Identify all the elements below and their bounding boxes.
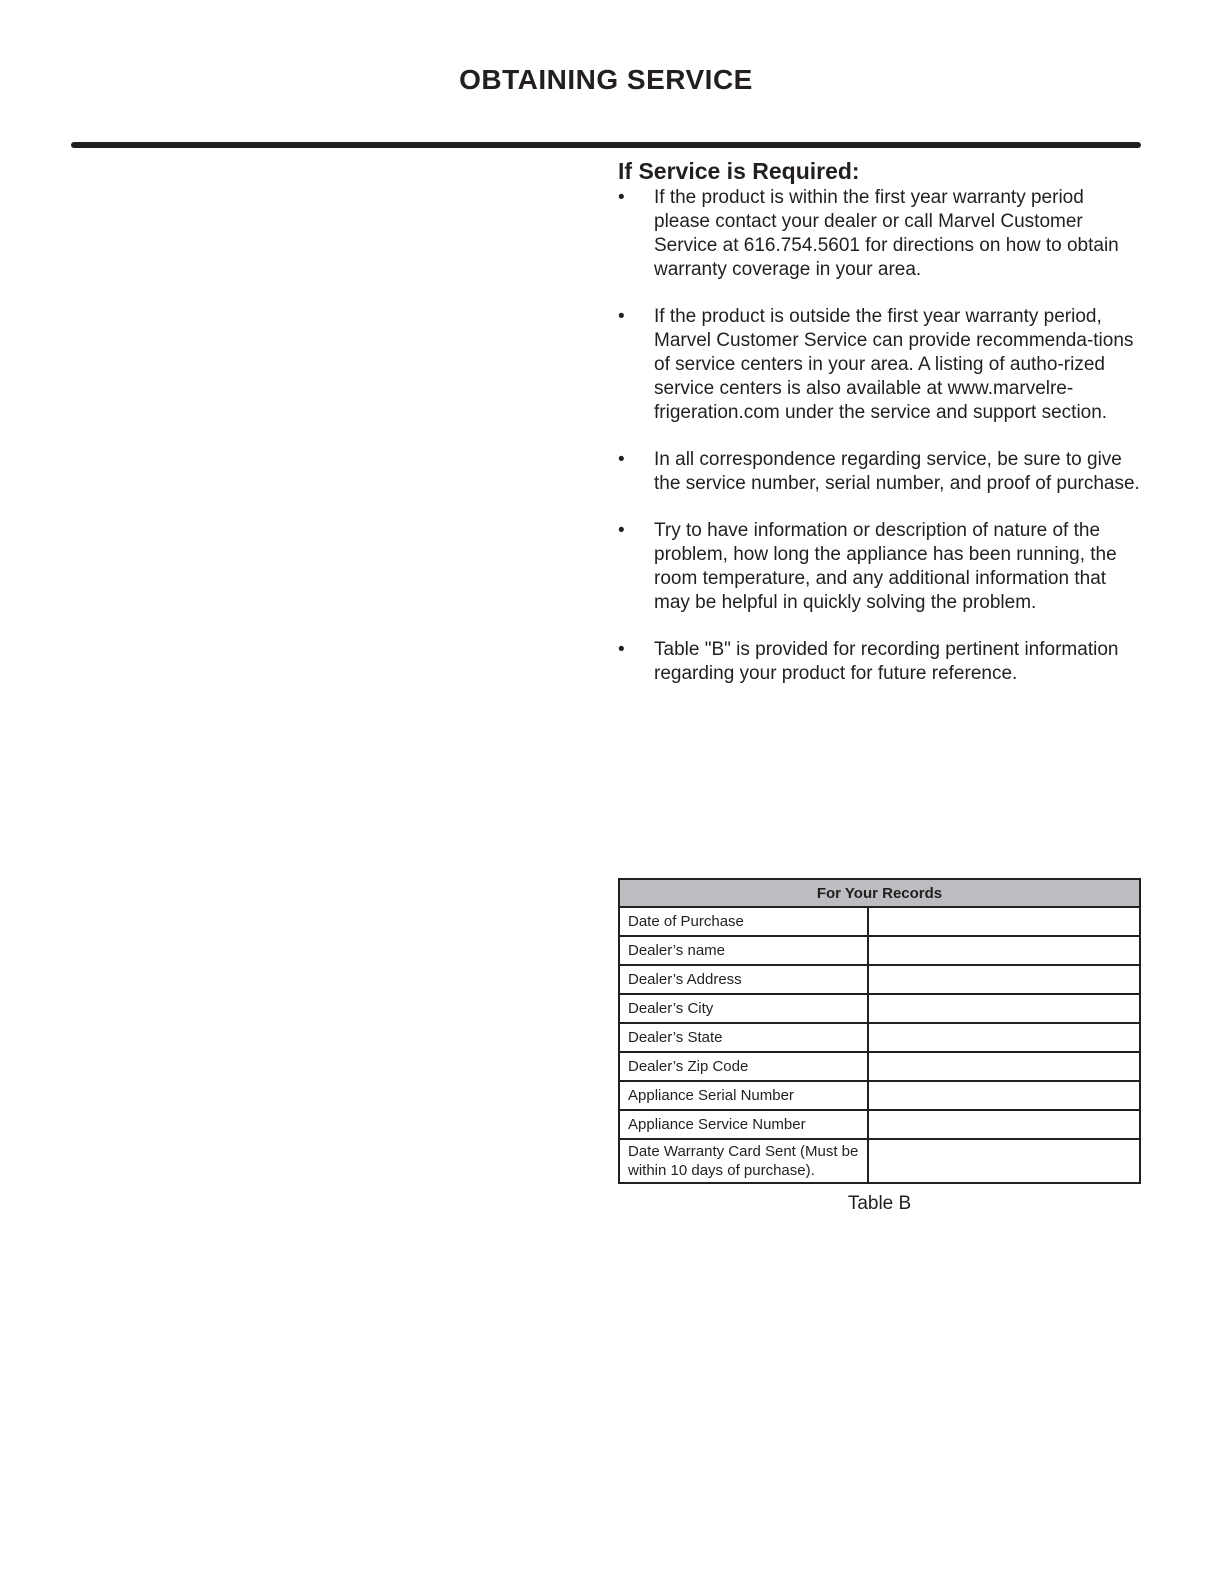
list-item <box>618 448 1143 496</box>
list-item <box>618 638 1143 686</box>
list-item <box>618 305 1143 425</box>
records-table <box>618 878 1141 1184</box>
bullet-icon: • <box>618 449 625 470</box>
table-row <box>619 1081 1140 1110</box>
table-row <box>619 1023 1140 1052</box>
table-header-row <box>619 879 1140 907</box>
row-value-field[interactable] <box>868 1052 1140 1081</box>
row-label: Dealer’s City <box>619 994 868 1023</box>
row-value-field[interactable] <box>868 1023 1140 1052</box>
list-item-text: In all correspondence regarding service, be sure to give the service number, serial number, and proof of purchase. <box>654 449 1140 494</box>
row-value-field[interactable] <box>868 907 1140 936</box>
list-item <box>618 519 1143 615</box>
bullet-icon: • <box>618 520 625 541</box>
table-row <box>619 907 1140 936</box>
bullet-icon: • <box>618 187 625 208</box>
page-title: OBTAINING SERVICE <box>459 64 753 95</box>
row-label: Dealer’s Zip Code <box>619 1052 868 1081</box>
list-item-text: Table "B" is provided for recording pertinent information regarding your product for future reference. <box>654 639 1119 684</box>
row-label: Date of Purchase <box>619 907 868 936</box>
table-row <box>619 1110 1140 1139</box>
table-row <box>619 936 1140 965</box>
row-label: Dealer’s Address <box>619 965 868 994</box>
list-item-text: Try to have information or description of nature of the problem, how long the appliance has been running, the room temperature, and any additional information that may be helpful in quickly solving the problem. <box>654 520 1117 613</box>
row-value-field[interactable] <box>868 936 1140 965</box>
row-value-field[interactable] <box>868 994 1140 1023</box>
row-label: Appliance Serial Number <box>619 1081 868 1110</box>
row-value-field[interactable] <box>868 1110 1140 1139</box>
row-value-field[interactable] <box>868 1081 1140 1110</box>
title-divider <box>71 142 1141 148</box>
row-label: Dealer’s name <box>619 936 868 965</box>
table-row <box>619 994 1140 1023</box>
table-caption: Table B <box>847 1193 912 1214</box>
service-section <box>618 156 1143 709</box>
list-item-text: If the product is outside the first year warranty period, Marvel Customer Service can provide recommenda-tions of service centers in your area. A listing of autho-rized service centers is also available at www.marvelre-frigeration.com under the service and support section. <box>654 306 1134 423</box>
row-value-field[interactable] <box>868 965 1140 994</box>
table-row <box>619 1139 1140 1183</box>
list-item <box>618 186 1143 282</box>
row-label: Dealer’s State <box>619 1023 868 1052</box>
row-label: Date Warranty Card Sent (Must be within 10 days of purchase). <box>619 1139 868 1183</box>
bullet-icon: • <box>618 639 625 660</box>
table-row <box>619 1052 1140 1081</box>
bullet-icon: • <box>618 306 625 327</box>
service-instructions-list <box>618 186 1143 686</box>
row-value-field[interactable] <box>868 1139 1140 1183</box>
list-item-text: If the product is within the first year warranty period please contact your dealer or call Marvel Customer Service at 616.754.5601 for directions on how to obtain warranty coverage in your area. <box>654 187 1119 280</box>
table-header: For Your Records <box>619 879 1140 907</box>
section-heading: If Service is Required: <box>618 158 860 184</box>
row-label: Appliance Service Number <box>619 1110 868 1139</box>
table-row <box>619 965 1140 994</box>
